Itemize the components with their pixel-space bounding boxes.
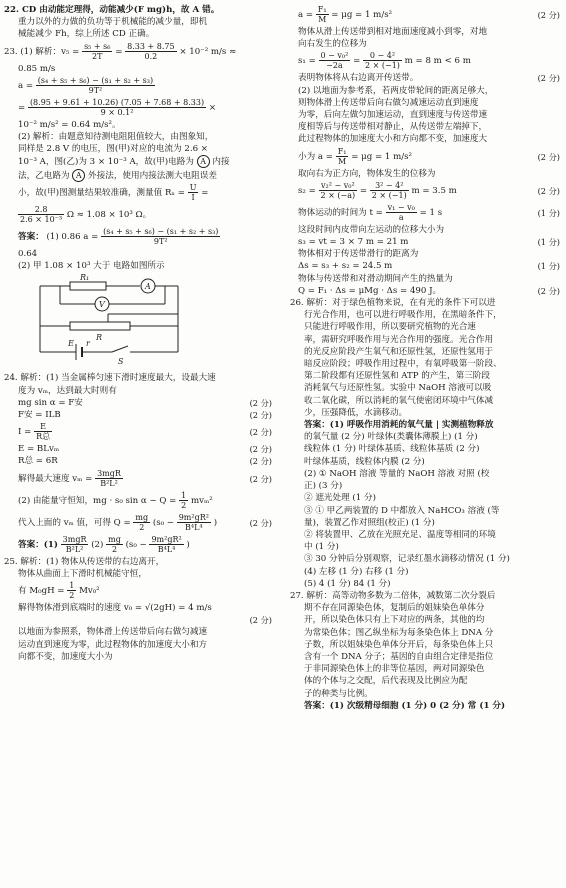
text-line: 同样是 2.8 V 的电压，图(甲)对应的电流为 2.6 ×	[18, 144, 209, 155]
fraction	[28, 98, 206, 117]
text-line	[4, 169, 272, 182]
fraction	[18, 205, 64, 224]
score: (2 分)	[537, 10, 560, 20]
denominator: B⁴L⁴	[157, 544, 176, 554]
denominator: a	[398, 212, 404, 222]
q27-answer: 答案：(1) 次级精母细胞 (1 分) 0 (2 分) 常 (1 分)	[304, 700, 506, 711]
numerator: 3² − 4²	[370, 181, 409, 191]
text-line: 含有一个 DNA 分子；基因的自由组合定律是指位	[304, 651, 494, 662]
denominator: R总	[36, 432, 51, 442]
text: ×	[208, 102, 217, 113]
text-line	[4, 443, 272, 455]
rheostat	[70, 322, 130, 330]
text-line: 子的种类与比例。	[304, 688, 373, 699]
text-line	[290, 236, 560, 248]
denominator: B²L²	[65, 544, 84, 554]
denominator: 2	[111, 544, 118, 554]
text: (s₀ −	[125, 539, 147, 550]
score: (2 分)	[249, 397, 272, 408]
text-line: 度相等后与传送带相对静止，从传送带左端掉下，	[298, 122, 488, 133]
answer-label: 答案：	[18, 231, 44, 242]
text: mg sin α = F安	[18, 397, 83, 408]
text: R总 = 6R	[18, 456, 58, 467]
fraction	[101, 227, 220, 246]
denominator: 2.6 × 10⁻³	[20, 214, 63, 224]
fraction	[370, 181, 409, 200]
fraction	[386, 203, 417, 222]
denominator: I	[191, 192, 195, 202]
text-line: 则物体滑上传送带后向右做匀减速运动直到速度	[298, 97, 479, 108]
fraction	[34, 422, 52, 441]
text: E = BLvₘ	[18, 444, 60, 455]
text: F安 = ILB	[18, 410, 61, 421]
text-line: ② 将装置甲、乙放在光照充足、温度等相同的环境	[304, 529, 496, 540]
fraction	[316, 5, 329, 24]
text-line: 开，所以染色体只有上下对应的两条，其他的均	[304, 615, 485, 626]
text-line: (5) 4 (1 分) 84 (1 分)	[304, 578, 391, 589]
text: =	[359, 185, 368, 196]
text-line: 取向右为正方向，物体发生的位移为	[298, 168, 436, 179]
score: (2 分)	[537, 185, 560, 196]
numerator: F₁	[337, 146, 347, 156]
label-s: S	[118, 357, 124, 367]
text-line: 期不存在同源染色体，复制后的姐妹染色单体分	[304, 603, 485, 614]
denominator: 9T²	[88, 85, 103, 95]
text-line: 物体从滑上传送带到相对地面速度减小到零，对地	[298, 27, 488, 37]
text: m = 3.5 m	[411, 185, 457, 196]
denominator: 2	[139, 522, 145, 532]
numerator: s₅ + s₆	[84, 41, 111, 51]
numerator: U	[189, 182, 197, 192]
text: = μg = 1 m/s²	[331, 10, 393, 20]
text-line: 行光合作用，也可以进行呼吸作用，在黑暗条件下，	[304, 310, 502, 321]
denominator: −2a	[326, 61, 343, 71]
text: (s₀ −	[152, 517, 174, 528]
text: 表明物体将从右边离开传送带。	[298, 73, 419, 84]
label-e: E	[68, 339, 74, 349]
text: (1) 0.86 a =	[46, 231, 99, 242]
fraction	[177, 513, 211, 532]
text-line: 0.64	[18, 248, 38, 259]
score: (2 分)	[537, 73, 560, 84]
fraction	[188, 183, 199, 202]
text: s₃ = vt = 3 × 7 m = 21 m	[298, 237, 409, 248]
text-line: 度为 vₘ，达到最大时则有	[18, 385, 117, 396]
text: Δs = s₃ + s₂ = 24.5 m	[298, 261, 393, 272]
score: (2 分)	[249, 615, 272, 626]
q26-answer: 答案：(1) 呼吸作用消耗的氧气量 | 实测植物释放	[304, 420, 494, 431]
text: Mv₀²	[79, 586, 100, 597]
text: × 10⁻² m/s ≈	[179, 46, 237, 57]
numerator: 3mgR	[97, 468, 121, 478]
numerator: 2.8	[18, 205, 64, 215]
numerator: 9m²gR²	[151, 534, 182, 544]
text-line	[290, 260, 560, 272]
text-line: (4) 左移 (1 分) 右移 (1 分)	[304, 566, 409, 577]
text: 10⁻³ A，图(乙)为 3 × 10⁻³ A，故(甲)电路为	[18, 157, 194, 168]
text-line: 运动直到速度为零，此过程物体的加速度大小和方	[18, 639, 208, 650]
text: = μg = 1 m/s²	[351, 151, 413, 162]
text-line	[4, 512, 272, 534]
q22-line-1: 22. CD 由动能定理得，动能减少(F mg)h，故 A 错。	[4, 5, 220, 15]
text: Q = F₁ · Δs = μMg · Δs = 490 J。	[298, 285, 442, 296]
fraction	[125, 42, 176, 61]
text-line: 的光反应阶段产生氧气和还原性氢，还原性氢用于	[304, 346, 494, 357]
text: 小，故(甲)图测量结果较准确，测量值 Rₓ =	[18, 187, 185, 198]
fraction	[82, 42, 112, 61]
text-line: 为常染色体；图乙纵坐标为每条染色体上 DNA 分	[304, 627, 494, 638]
denominator: 9T²	[153, 236, 168, 246]
text-line: (2) 解析：由题意知待测电阻阻值较大，由图象知，	[18, 132, 214, 143]
text: mvₘ²	[190, 495, 213, 506]
text-line: (2) 甲 1.08 × 10³ 大于 电路如图所示	[18, 261, 165, 272]
text-line: 向右发生的位移为	[298, 39, 367, 50]
text-line: 向都不变，加速度大小为	[18, 651, 113, 662]
text-line: 物体与传送带和对滑动期间产生的热量为	[298, 273, 453, 284]
numerator: (8.95 + 9.61 + 10.26) (7.05 + 7.68 + 8.33)	[29, 97, 205, 107]
text-line: 这段时间内皮带向左运动的位移大小为	[298, 224, 445, 235]
score: (2 分)	[249, 473, 272, 484]
score: (2 分)	[537, 151, 560, 162]
text: I =	[18, 427, 32, 438]
denominator: B⁴L⁴	[185, 522, 203, 532]
text: a =	[18, 80, 34, 91]
text-line: 此过程物体的加速度大小和方向都不变，加速度大	[298, 134, 488, 145]
text-line: 物体从曲面上下滑时机械能守恒，	[18, 568, 147, 579]
text-line: ③ 30 分钟后分别观察，记录红墨水滴移动情况 (1 分)	[304, 554, 510, 565]
text: 有 M₀gH =	[18, 586, 65, 597]
label-ir: r	[86, 339, 90, 349]
text-line: 第二阶段都有还原性氢和 ATP 的产生，第三阶段	[304, 371, 490, 382]
text-line	[290, 146, 560, 168]
text: Ω ≈ 1.08 × 10³ Ω。	[66, 209, 152, 220]
fraction	[336, 147, 349, 166]
fraction	[319, 51, 351, 70]
label-v: V	[99, 300, 105, 310]
text-line: 中 (1 分)	[304, 542, 339, 553]
text-line	[4, 204, 272, 226]
text-line: ③ ① 甲乙两装置的 D 中都放入 NaHCO₃ 溶液 (等	[304, 505, 500, 516]
q22-line-3: 械能减少 Fh，综上所述 CD 正确。	[18, 29, 155, 40]
q22-line-2: 重力以外的力做的负功等于机械能的减少量，即机	[18, 17, 208, 28]
score: (2 分)	[249, 410, 272, 421]
fraction	[179, 491, 188, 510]
q23-a-numeric	[4, 97, 272, 119]
text: 法，乙电路为	[18, 170, 70, 181]
numerator: 9m²gR²	[178, 512, 209, 522]
resistor-rx	[70, 282, 106, 290]
text: =	[115, 46, 123, 57]
denominator: M	[338, 156, 347, 166]
text-line: 解得物体滑到底端时的速度 v₀ = √(2gH) = 4 m/s	[18, 603, 212, 614]
numerator: mg	[108, 534, 121, 544]
text: m = 8 m < 6 m	[404, 56, 471, 67]
answer-label: 答案：(1)	[18, 539, 58, 550]
text-line: 暗反应阶段；呼吸作用过程中，有氧呼吸第一阶段、	[304, 359, 502, 370]
fraction	[95, 469, 123, 488]
fraction	[133, 513, 150, 532]
text-line	[4, 397, 272, 409]
text: 内接	[212, 157, 230, 168]
numerator: 8.33 + 8.75	[127, 41, 175, 51]
label-r: R	[96, 333, 103, 343]
denominator: 9 × 0.1²	[100, 107, 134, 117]
text-line: 10⁻² m/s² = 0.64 m/s²。	[18, 119, 121, 130]
q23-a-formula	[4, 75, 272, 97]
text: =	[353, 56, 361, 67]
text-line	[4, 468, 272, 490]
fraction	[67, 581, 76, 600]
text-line: 以地面为参照系，物体滑上传送带后向右做匀减速	[18, 627, 208, 638]
label-a: A	[145, 282, 151, 292]
text-line	[290, 4, 560, 26]
text-line	[4, 421, 272, 443]
text-line	[4, 155, 272, 168]
text-line: 为零，后向左做匀加速运动，直到速度与传送带速	[298, 110, 488, 121]
text-line: 只能进行呼吸作用，所以要研究植物的光合速	[304, 322, 476, 333]
text: 外接法，使用内接法测大电阻误差	[88, 170, 217, 181]
text-line	[290, 202, 560, 224]
text-line	[290, 180, 560, 202]
denominator: 2	[69, 591, 75, 601]
text: s₁ =	[298, 56, 316, 67]
numerator: 1	[181, 490, 187, 500]
q24-line: 24. 解析：(1) 当金属棒匀速下滑时速度最大，设最大速	[4, 373, 216, 384]
text: a =	[298, 10, 314, 20]
text-line: (2) 以地面为参考系，若两皮带轮间的距离足够大，	[298, 85, 494, 96]
numerator: 0 − 4²	[363, 51, 402, 61]
q23-answer	[4, 226, 272, 248]
numerator: E	[34, 422, 52, 432]
text-line	[4, 409, 272, 421]
left-column	[4, 4, 272, 663]
text-line: 线粒体 (1 分) 叶绿体基质、线粒体基质 (2 分)	[304, 444, 480, 455]
numerator: 3mgR	[62, 534, 87, 544]
fraction	[106, 535, 123, 554]
text-line: 体的个体与之交配，后代表现及比例应为配	[304, 676, 468, 687]
text-line: 收二氧化碳，所以消耗的氧气使密闭环境中气体减	[304, 395, 494, 406]
fraction	[61, 535, 89, 554]
text: )	[186, 539, 190, 550]
switch-icon	[112, 346, 128, 352]
text: 小为 a =	[298, 151, 333, 162]
denominator: 2 × (−1)	[371, 190, 407, 200]
text-line	[4, 580, 272, 602]
text-line: 率，需研究呼吸作用与光合作用的强度。光合作用	[304, 334, 494, 345]
denominator: 2 × (−1)	[365, 61, 400, 71]
text: =	[18, 102, 26, 113]
text: =	[201, 187, 209, 198]
numerator: (s₄ + s₅ + s₆) − (s₁ + s₂ + s₃)	[37, 75, 154, 85]
q25-line: 25. 解析：(1) 物体从传送带的右边离开，	[4, 556, 165, 567]
right-column	[290, 4, 560, 712]
text-line: 物体相对于传送带滑行的距离为	[298, 249, 419, 260]
text-line	[290, 72, 560, 84]
text: s₂ =	[298, 185, 316, 196]
fraction	[363, 51, 402, 70]
fraction	[36, 76, 155, 95]
ammeter-symbol: A	[197, 155, 210, 168]
text-line: ② 遮光处理 (1 分)	[304, 493, 376, 504]
numerator: (s₄ + s₅ + s₆) − (s₁ + s₂ + s₃)	[103, 226, 219, 236]
denominator: 2T	[92, 51, 103, 61]
q26-line: 26. 解析：对于绿色植物来说，在有光的条件下可以进	[290, 298, 496, 309]
text: )	[213, 517, 218, 528]
text: (2)	[91, 539, 104, 550]
fraction	[149, 535, 183, 554]
ammeter-symbol: A	[72, 169, 85, 182]
text-line	[4, 614, 272, 626]
text-line: 子数，所以姐妹染色单体分开后，每条染色体上只	[304, 639, 494, 650]
text-line: 少，压强降低，水滴移动。	[304, 407, 408, 418]
text-line: 0.85 m/s	[18, 63, 56, 74]
text-line: 消耗氧气与还原性氢。实验中 NaOH 溶液可以吸	[304, 383, 492, 394]
denominator: B²L²	[100, 478, 118, 488]
text-line	[4, 490, 272, 512]
text-line: 的氧气量 (2 分) 叶绿体(类囊体薄膜上) (1 分)	[304, 432, 478, 443]
text-line: (2) ① NaOH 溶液 等量的 NaOH 溶液 对照 (校	[304, 468, 490, 479]
score: (1 分)	[537, 237, 560, 248]
text-line	[290, 50, 560, 72]
score: (2 分)	[249, 427, 272, 438]
score: (1 分)	[537, 207, 560, 218]
text: 解得最大速度 vₘ =	[18, 473, 93, 484]
score: (1 分)	[537, 261, 560, 272]
denominator: 2	[181, 500, 187, 510]
label-r1: R₁	[80, 274, 90, 283]
numerator: F₁	[317, 5, 327, 14]
numerator: 0 − v₀²	[320, 51, 349, 61]
q23-v5-formula	[4, 41, 272, 63]
text-line: 于非同源染色体上的非等位基因，两对同源染色	[304, 664, 485, 675]
text-line	[4, 4, 272, 16]
numerator: v₂² − v₀²	[319, 181, 358, 191]
text: = 1 s	[419, 207, 443, 218]
denominator: 0.2	[144, 51, 158, 61]
score: (2 分)	[249, 456, 272, 467]
text-line	[4, 455, 272, 467]
text-line: 叶绿体基质，线粒体内膜 (2 分)	[304, 456, 425, 467]
numerator: mg	[135, 512, 149, 522]
score: (2 分)	[249, 444, 272, 455]
numerator: 1	[69, 581, 75, 591]
denominator: 2 × (−a)	[320, 190, 356, 200]
text: 23. (1) 解析：v₅ =	[4, 46, 80, 57]
text-line: 正) (3 分)	[304, 481, 343, 492]
q27-line: 27. 解析：高等动物多数为二倍体，减数第二次分裂后	[290, 590, 496, 601]
text: 物体运动的时间为 t =	[298, 207, 383, 218]
denominator: M	[318, 15, 327, 24]
text-line	[4, 182, 272, 204]
text-line: 量)，装置乙作对照组(校正) (1 分)	[304, 517, 435, 528]
score: (2 分)	[537, 285, 560, 296]
numerator: v₁ − v₀	[387, 202, 415, 212]
q24-answer	[4, 534, 272, 556]
fraction	[319, 181, 358, 200]
text-line	[290, 285, 560, 297]
text: (2) 由能量守恒知，mg · s₀ sin α − Q =	[18, 495, 177, 506]
circuit-diagram	[30, 274, 190, 366]
text: 代入上面的 vₘ 值，可得 Q =	[18, 517, 131, 528]
score: (2 分)	[249, 517, 272, 528]
